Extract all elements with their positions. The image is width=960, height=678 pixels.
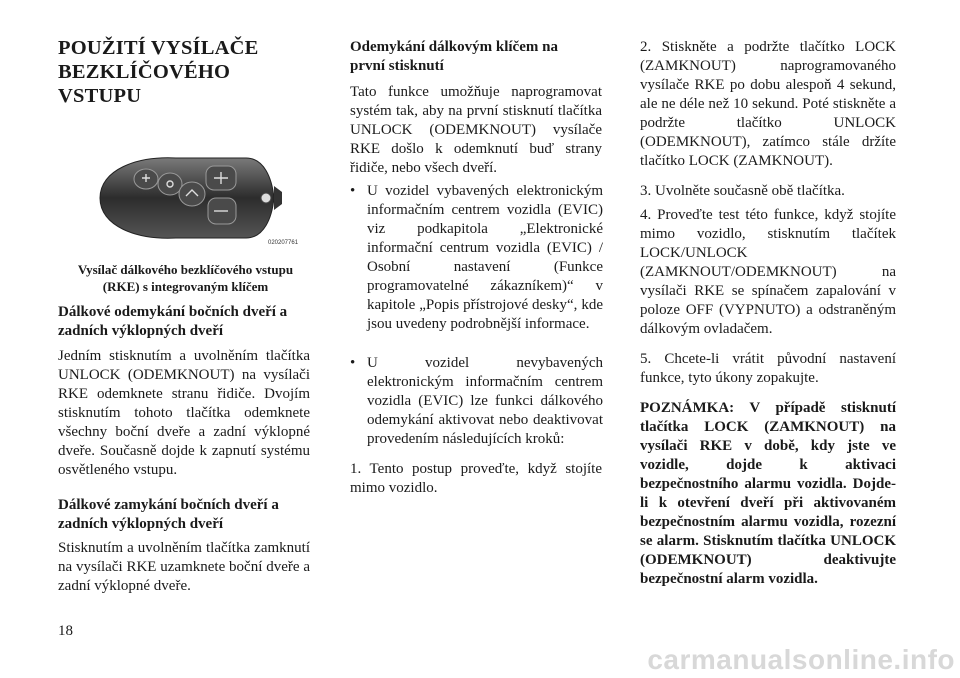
heading-remote-lock: Dálkové zamykání bočních dveří a zadních výklopných dveří (58, 497, 279, 532)
title-line-1: POUŽITÍ VYSÍLAČE (58, 37, 259, 59)
bullet-no-evic: U vozidel nevybavených elektronickým informačním centrem vozidla (EVIC) lze funkci dálkového odemykání aktivovat nebo deaktivovat provedením následujících kroků: (367, 355, 603, 447)
bullet-marker: • (350, 183, 356, 199)
page-title (58, 36, 318, 108)
note: POZNÁMKA: V případě stisknutí tlačítka LOCK (ZAMKNOUT) na vysílači RKE v době, kdy jste ve vozidle, dojde k aktivaci bezpečnostního alarmu vozidla. Dojde-li k otevření dveří při aktivovaném bezpečnostním alarmu vozidla, rozezní se alarm. Stisknutím tlačítka UNLOCK (ODEMKNOUT) deaktivujte bezpečnostní alarm vozidla. (640, 400, 896, 587)
bullet-marker: • (350, 355, 356, 371)
para-remote-lock: Stisknutím a uvolněním tlačítka zamknutí na vysílači RKE uzamknete boční dveře a zadní výklopné dveře. (58, 540, 310, 594)
step-2: 2. Stiskněte a podržte tlačítko LOCK (ZAMKNOUT) naprogramovaného vysílače RKE po dobu alespoň 4 sekund, ale ne déle než 10 sekund. Poté stiskněte a podržte tlačítko UNLOCK (ODEMKNOUT), zatímco stále držíte tlačítko LOCK (ZAMKNOUT). (640, 39, 896, 169)
title-line-2: BEZKLÍČOVÉHO VSTUPU (58, 61, 231, 107)
step-5: 5. Chcete-li vrátit původní nastavení funkce, tyto úkony zopakujte. (640, 351, 896, 386)
step-1: 1. Tento postup proveďte, když stojíte mimo vozidlo. (350, 461, 602, 496)
step-3: 3. Uvolněte současně obě tlačítka. (640, 183, 845, 199)
figure-caption (58, 261, 313, 295)
key-fob-figure (96, 148, 286, 248)
step-4: 4. Proveďte test této funkce, když stojíte mimo vozidlo, stisknutím tlačítek LOCK/UNLOCK (ZAMKNOUT/ODEMKNOUT) na vysílači RKE se spínačem zapalování v poloze OFF (VYPNUTO) a odstraněným dálkovým ovladačem. (640, 207, 896, 337)
para-remote-unlock: Jedním stisknutím a uvolněním tlačítka UNLOCK (ODEMKNOUT) na vysílači RKE odemknete stranu řidiče. Dvojím stisknutím tohoto tlačítka odemknete všechny boční dveře a zadní výklopné dveře. Současně dojde k zapnutí systému osvětleného vstupu. (58, 348, 310, 478)
footer-watermark: carmanualsonline.info (647, 644, 955, 675)
heading-remote-unlock: Dálkové odemykání bočních dveří a zadních výklopných dveří (58, 304, 288, 339)
heading-first-press-line-2: první stisknutí (350, 58, 444, 74)
bullet-evic: U vozidel vybavených elektronickým informačním centrem vozidla (EVIC) viz podkapitola „Elektronické informační centrum vozidla (EVIC) / Osobní nastavení (Funkce programovatelné zákazníkem)“ v kapitole „Popis přístrojové desky“, kde jsou uvedeny podrobnější informace. (367, 183, 603, 332)
caption-line-1: Vysílač dálkového bezklíčového vstupu (77, 262, 294, 277)
heading-first-press-line-1: Odemykání dálkovým klíčem na (350, 39, 558, 55)
figure-code: 020207761 (268, 240, 299, 246)
caption-line-2: (RKE) s integrovaným klíčem (102, 279, 269, 294)
page-number: 18 (58, 623, 73, 639)
para-first-press: Tato funkce umožňuje naprogramovat systém tak, aby na první stisknutí tlačítka UNLOCK (ODEMKNOUT) vysílače RKE došlo k odemknutí buď strany řidiče, nebo všech dveří. (350, 84, 602, 176)
heading-first-press (350, 38, 602, 76)
